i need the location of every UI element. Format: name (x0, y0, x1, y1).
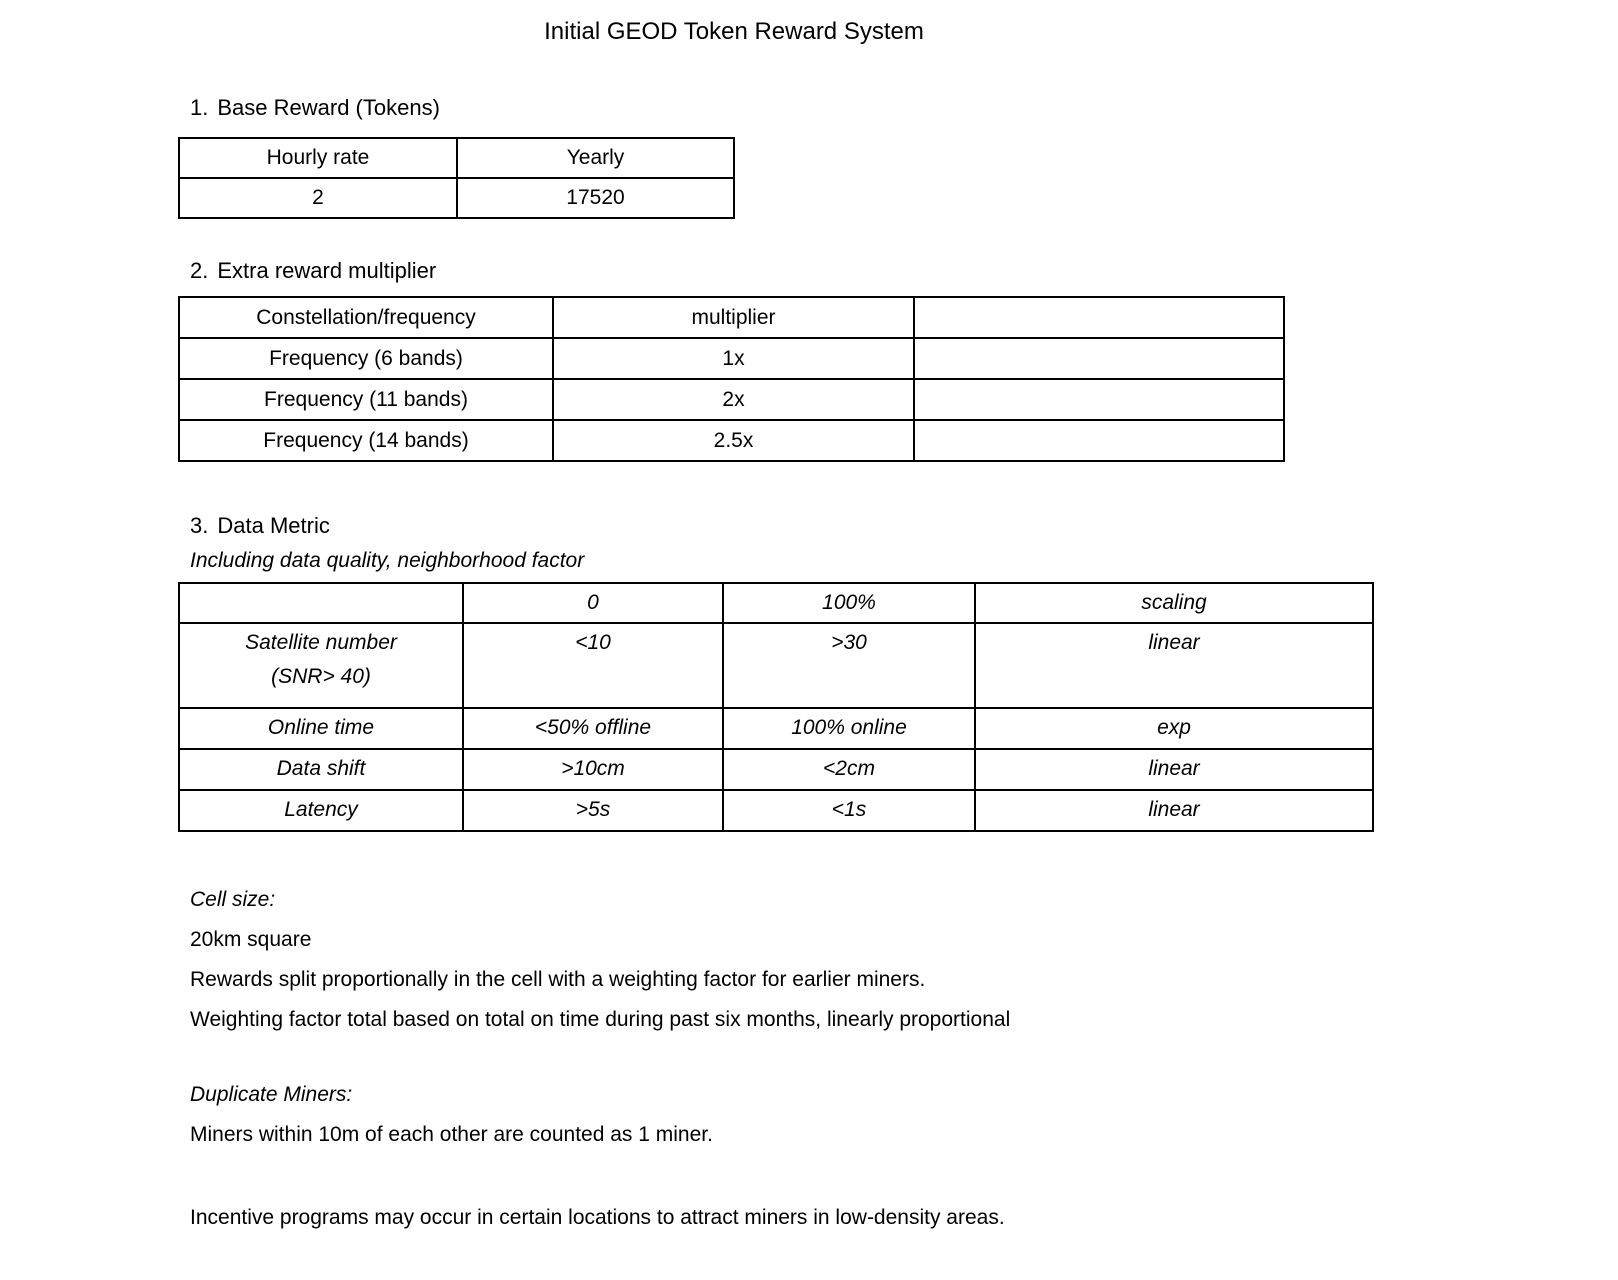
table-cell (914, 420, 1284, 461)
table-cell: 2.5x (553, 420, 914, 461)
data-metric-subheading: Including data quality, neighborhood factor (190, 549, 585, 572)
column-header: 0 (463, 583, 723, 623)
column-header (914, 297, 1284, 338)
table-cell: Frequency (6 bands) (179, 338, 553, 379)
table-cell: Data shift (179, 749, 463, 790)
table-cell: 1x (553, 338, 914, 379)
cell-size-heading: Cell size: (190, 888, 276, 911)
cell-size-notes (190, 880, 1618, 1040)
table-cell: <2cm (723, 749, 975, 790)
section-1-number: 1. (190, 95, 209, 120)
cell-line: Satellite number (245, 631, 397, 654)
table-cell: Frequency (11 bands) (179, 379, 553, 420)
table-cell: linear (975, 790, 1373, 831)
extra-reward-table (178, 296, 1285, 462)
duplicate-miners-notes (190, 1075, 1618, 1155)
column-header (179, 583, 463, 623)
table-cell (179, 623, 463, 708)
section-3-heading (190, 512, 1618, 540)
note-line: Weighting factor total based on total on time during past six months, linearly proportional (190, 1008, 1011, 1031)
note-line: Rewards split proportionally in the cell with a weighting factor for earlier miners. (190, 968, 926, 991)
table-header-row (179, 583, 1373, 623)
section-2-number: 2. (190, 258, 209, 283)
table-cell: 2 (179, 178, 457, 218)
incentive-note: Incentive programs may occur in certain locations to attract miners in low-density areas. (190, 1206, 1005, 1229)
table-cell: Online time (179, 708, 463, 749)
table-row (179, 178, 734, 218)
table-cell: 100% online (723, 708, 975, 749)
table-cell: >5s (463, 790, 723, 831)
column-header: Constellation/frequency (179, 297, 553, 338)
table-cell (914, 338, 1284, 379)
table-cell: linear (975, 749, 1373, 790)
table-row (179, 338, 1284, 379)
section-1-heading (190, 94, 1618, 122)
note-line: Miners within 10m of each other are counted as 1 miner. (190, 1123, 713, 1146)
section-1-label: Base Reward (Tokens) (217, 95, 440, 120)
table-cell: <50% offline (463, 708, 723, 749)
table-cell (914, 379, 1284, 420)
table-row (179, 708, 1373, 749)
base-reward-table (178, 137, 735, 219)
table-row (179, 623, 1373, 708)
table-header-row (179, 138, 734, 178)
section-3-label: Data Metric (217, 513, 330, 538)
column-header: Hourly rate (179, 138, 457, 178)
section-2-label: Extra reward multiplier (217, 258, 437, 283)
table-cell: Frequency (14 bands) (179, 420, 553, 461)
table-cell: >30 (723, 623, 975, 708)
table-row (179, 379, 1284, 420)
incentive-notes (190, 1198, 1618, 1238)
table-row (179, 790, 1373, 831)
table-cell: 2x (553, 379, 914, 420)
section-2-heading (190, 257, 1618, 285)
table-cell: >10cm (463, 749, 723, 790)
cell-line: (SNR> 40) (271, 665, 371, 688)
table-cell: 17520 (457, 178, 734, 218)
table-header-row (179, 297, 1284, 338)
column-header: multiplier (553, 297, 914, 338)
section-3-number: 3. (190, 513, 209, 538)
table-cell: <10 (463, 623, 723, 708)
column-header: Yearly (457, 138, 734, 178)
data-metric-table (178, 582, 1374, 832)
duplicate-miners-heading: Duplicate Miners: (190, 1083, 353, 1106)
table-cell: <1s (723, 790, 975, 831)
table-cell: linear (975, 623, 1373, 708)
table-cell: Latency (179, 790, 463, 831)
column-header: scaling (975, 583, 1373, 623)
table-cell: exp (975, 708, 1373, 749)
note-line: 20km square (190, 928, 312, 951)
table-row (179, 749, 1373, 790)
table-row (179, 420, 1284, 461)
page-title: Initial GEOD Token Reward System (544, 18, 924, 45)
column-header: 100% (723, 583, 975, 623)
